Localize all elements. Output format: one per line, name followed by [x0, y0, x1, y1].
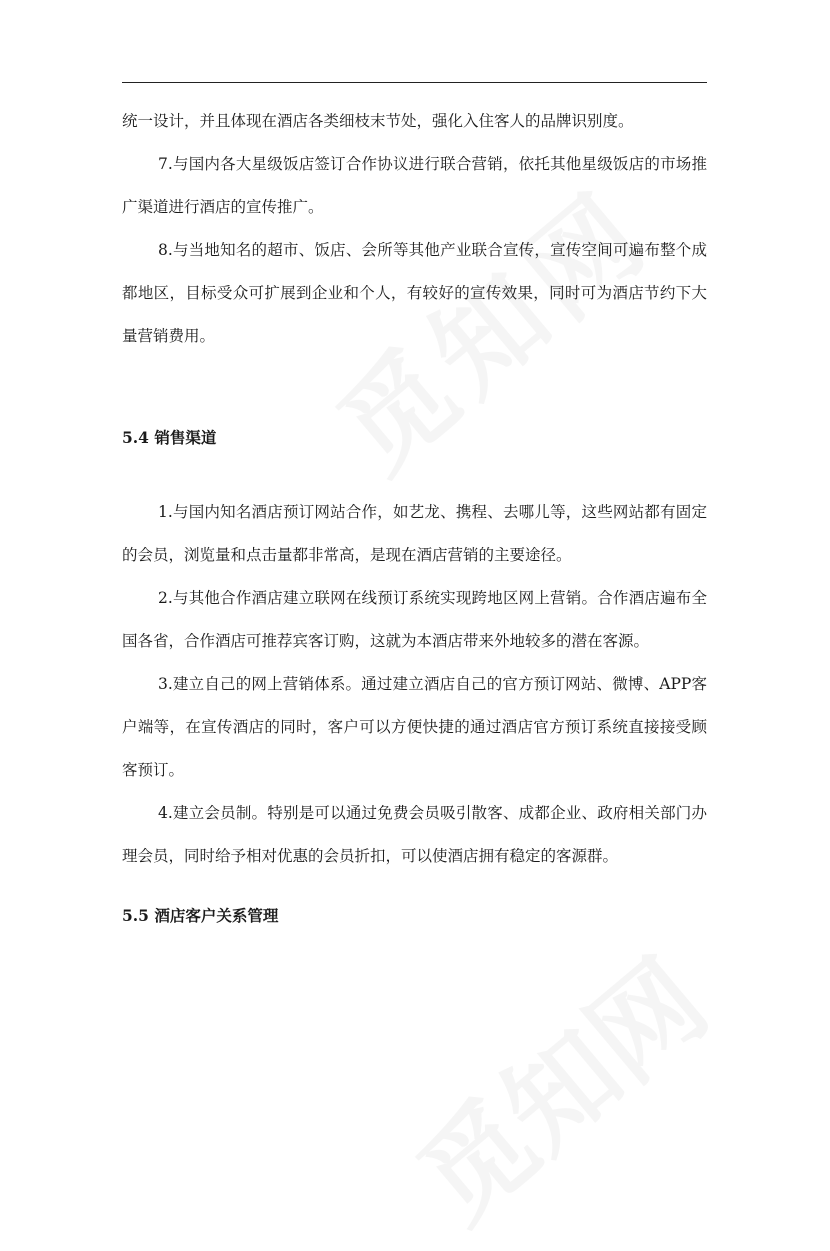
paragraph-item-8: 8.与当地知名的超市、饭店、会所等其他产业联合宣传，宣传空间可遍布整个成都地区，目标受众可扩展到企业和个人，有较好的宣传效果，同时可为酒店节约下大量营销费用。: [122, 241, 707, 345]
paragraph-channel-1: 1.与国内知名酒店预订网站合作，如艺龙、携程、去哪儿等，这些网站都有固定的会员，浏览量和点击量都非常高，是现在酒店营销的主要途径。: [122, 503, 707, 564]
paragraph-channel-3: 3.建立自己的网上营销体系。通过建立酒店自己的官方预订网站、微博、APP客户端等，在宣传酒店的同时，客户可以方便快捷的通过酒店官方预订系统直接接受顾客预订。: [122, 675, 707, 779]
watermark-bottom: [380, 918, 734, 1251]
paragraph-channel-4: 4.建立会员制。特别是可以通过免费会员吸引散客、成都企业、政府相关部门办理会员，同时给予相对优惠的会员折扣，可以使酒店拥有稳定的客源群。: [122, 804, 707, 865]
header-rule: [122, 82, 707, 83]
document-body: [122, 100, 707, 931]
paragraph-item-7: 7.与国内各大星级饭店签订合作协议进行联合营销，依托其他星级饭店的市场推广渠道进行酒店的宣传推广。: [122, 155, 707, 216]
section-heading-5-5: 5.5 酒店客户关系管理: [122, 906, 279, 925]
paragraph-channel-2: 2.与其他合作酒店建立联网在线预订系统实现跨地区网上营销。合作酒店遍布全国各省，合作酒店可推荐宾客订购，这就为本酒店带来外地较多的潜在客源。: [122, 589, 707, 650]
section-heading-5-4: 5.4 销售渠道: [122, 428, 217, 447]
paragraph-continued: 统一设计，并且体现在酒店各类细枝末节处，强化入住客人的品牌识别度。: [122, 112, 634, 130]
